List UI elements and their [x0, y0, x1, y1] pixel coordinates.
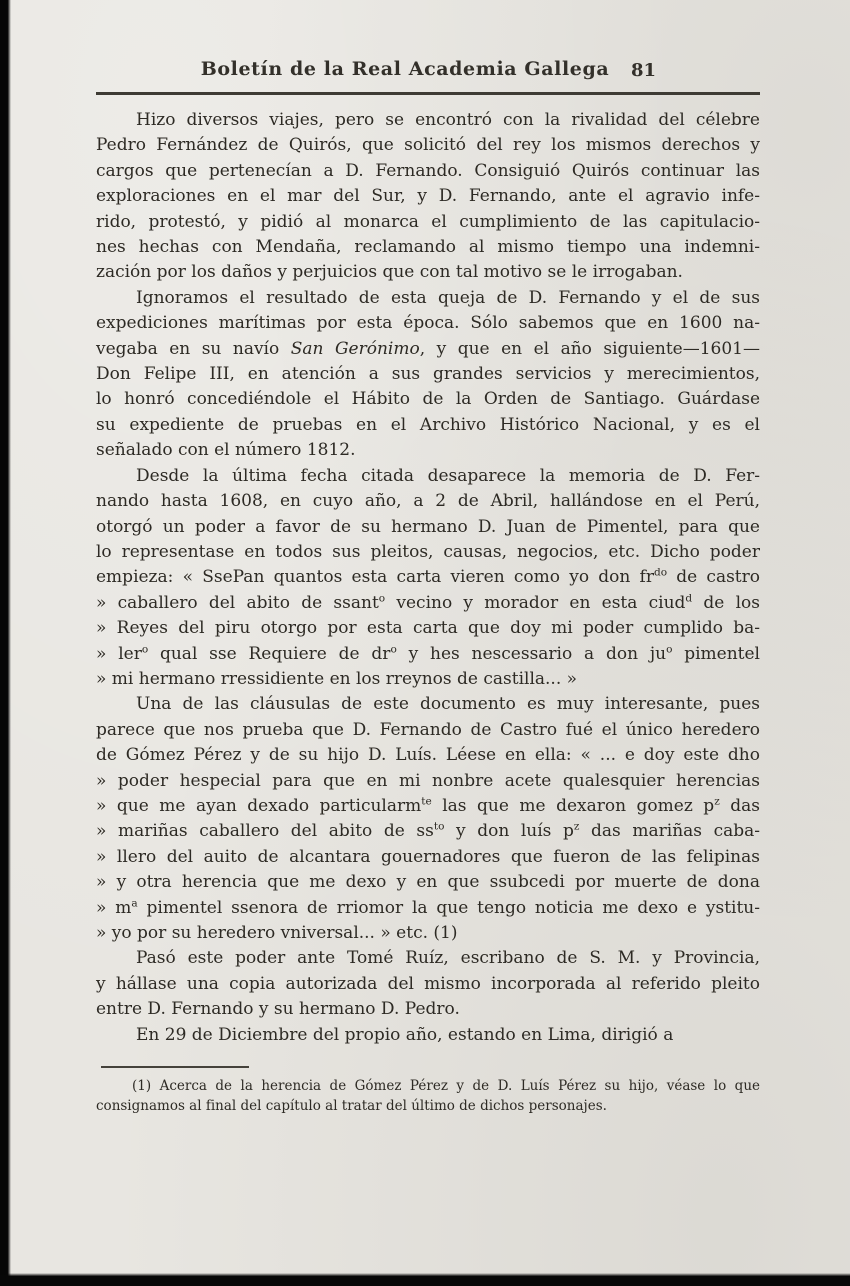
text-line: lo honró concediéndole el Hábito de la Orden de Santiago. Guárdase [96, 389, 760, 410]
paragraph-5 [96, 946, 760, 1022]
text-line: empieza: « SsePan quantos esta carta vieren como yo don $fr^{do}$ de castro [96, 566, 761, 588]
text-line: su expediente de pruebas en el Archivo Histórico Nacional, y es el [96, 414, 760, 435]
text-line: nes hechas con Mendaña, reclamando al mismo tiempo una indemni- [96, 237, 760, 258]
text-line: Una de las cláusulas de este documento es muy interesante, pues [136, 694, 760, 715]
text-line: » caballero del abito de ssant$^o$ vecino y morador en esta ciud$^d$ de los [96, 592, 760, 613]
text-line: expediciones marítimas por esta época. Sólo sabemos que en 1600 na- [96, 313, 760, 334]
text-line: » llero del auito de alcantara gouernadores que fueron de las felipinas [96, 846, 760, 867]
text-line: Pedro Fernández de Quirós, que solicitó del rey los mismos derechos y [96, 135, 760, 156]
text-line: cargos que pertenecían a D. Fernando. Consiguió Quirós continuar las [96, 160, 760, 181]
text-line: » y otra herencia que me dexo y en que ssubcedi por muerte de dona [96, 872, 760, 893]
text-line: exploraciones en el mar del Sur, y D. Fernando, ante el agravio infe- [96, 186, 760, 207]
text-line: En 29 de Diciembre del propio año, estando en Lima, dirigió a [136, 1024, 674, 1045]
paragraph-1 [96, 108, 760, 286]
text-line: » que me ayan dexado particularm$^{te}$ las que me dexaron gomez $p^z$ das [96, 795, 760, 816]
footnote-block [96, 1066, 760, 1116]
text-line: (1) Acerca de la herencia de Gómez Pérez y de D. Luís Pérez su hijo, véase lo que [132, 1078, 760, 1095]
page-header [96, 58, 760, 91]
text-line: » mariñas caballero del abito de $ss^{to}$ y don luís $p^z$ das mariñas caba- [96, 820, 761, 842]
text-line: » $m^a$ pimentel ssenora de rriomor la que tengo noticia me dexo e ystitu- [96, 896, 760, 918]
text-line: » yo por su heredero vniversal... » etc. (1) [96, 923, 458, 943]
text-line: Don Felipe III, en atención a sus grandes servicios y merecimientos, [96, 364, 760, 385]
text-line: Pasó este poder ante Tomé Ruíz, escribano de S. M. y Provincia, [136, 948, 760, 969]
text-line: parece que nos prueba que D. Fernando de Castro fué el único heredero [96, 719, 760, 740]
text-line: nando hasta 1608, en cuyo año, a 2 de Abril, hallándose en el Perú, [96, 491, 760, 512]
text-line: » Reyes del piru otorgo por esta carta que doy mi poder cumplido ba- [96, 618, 760, 639]
text-line: vegaba en su navío San Gerónimo, y que en el año siguiente—1601— [96, 338, 760, 359]
text-line: Hizo diversos viajes, pero se encontró con la rivalidad del célebre [136, 110, 760, 130]
footnote [96, 1077, 760, 1116]
paragraph-6 [96, 1023, 760, 1048]
header-rule [96, 92, 760, 95]
paragraph-2 [96, 286, 760, 464]
text-line: de Gómez Pérez y de su hijo D. Luís. Léese en ella: « ... e doy este dho [96, 745, 760, 766]
scan-edge-left [0, 0, 11, 1286]
text-line: y hállase una copia autorizada del mismo incorporada al referido pleito [96, 973, 760, 994]
text-line: » poder hespecial para que en mi nonbre acete qualesquier herencias [96, 770, 760, 791]
text-line: entre D. Fernando y su hermano D. Pedro. [96, 999, 460, 1020]
text-line: Ignoramos el resultado de esta queja de D. Fernando y el de sus [136, 287, 760, 308]
body-text [96, 108, 760, 1048]
text-line: » mi hermano rressidiente en los rreynos de castilla... » [96, 668, 578, 689]
text-line: Desde la última fecha citada desaparece la memoria de D. Fer- [136, 465, 760, 486]
footnote-separator [101, 1066, 249, 1068]
text-line: rido, protestó, y pidió al monarca el cumplimiento de las capitulacio- [96, 211, 760, 232]
scan-edge-bottom [0, 1273, 850, 1286]
paragraph-3 [96, 464, 760, 693]
page-number: 81 [630, 60, 656, 81]
page-content [96, 58, 760, 1116]
text-line: lo representase en todos sus pleitos, causas, negocios, etc. Dicho poder [96, 541, 760, 562]
text-line: señalado con el número 1812. [96, 440, 356, 461]
paragraph-4 [96, 692, 760, 946]
journal-title: Boletín de la Real Academia Gallega [200, 58, 610, 80]
text-line: zación por los daños y perjuicios que con tal motivo se le irrogaban. [96, 262, 683, 283]
text-line: » ler$^o$ qual sse Requiere de $dr^o$ y hes nescessario a don $ju^o$ pimentel [96, 642, 760, 664]
text-line: otorgó un poder a favor de su hermano D. Juan de Pimentel, para que [96, 516, 760, 537]
text-line: consignamos al final del capítulo al tratar del último de dichos personajes. [96, 1097, 607, 1114]
